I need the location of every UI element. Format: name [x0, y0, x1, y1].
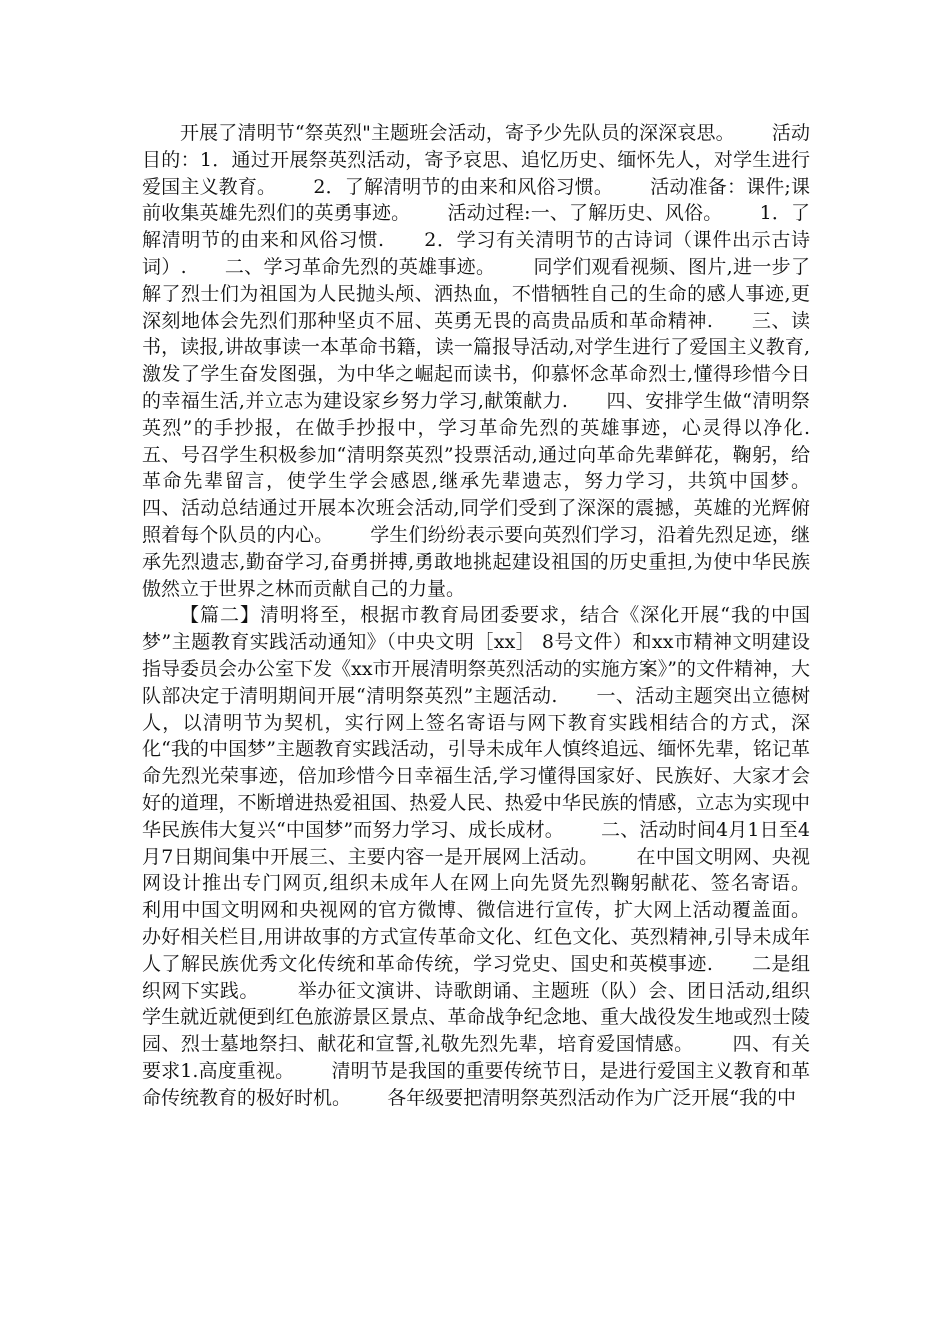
paragraph-part-two: 【篇二】清明将至，根据市教育局团委要求，结合《深化开展“我的中国梦”主题教育实践活动通知》（中央文明［xx］ 8号文件）和xx市精神文明建设指导委员会办公室下发《xx市开展清明祭英烈活动的实施方案》”的文件精神，大队部决定于清明期间开展“清明祭英烈”主题活动. 一、活动主题突出立德树人，以清明节为契机，实行网上签名寄语与网下教育实践相结合的方式，深化“我的中国梦”主题教育实践活动，引导未成年人慎终追远、缅怀先辈，铭记革命先烈光荣事迹，倍加珍惜今日幸福生活,学习懂得国家好、民族好、大家才会好的道理，不断增进热爱祖国、热爱人民、热爱中华民族的情感，立志为实现中华民族伟大复兴“中国梦”而努力学习、成长成材。 二、活动时间4月1日至4月7日期间集中开展三、主要内容一是开展网上活动。 在中国文明网、央视网设计推出专门网页,组织未成年人在网上向先贤先烈鞠躬献花、签名寄语。 利用中国文明网和央视网的官方微博、微信进行宣传，扩大网上活动覆盖面。 办好相关栏目,用讲故事的方式宣传革命文化、红色文化、英烈精神,引导未成年人了解民族优秀文化传统和革命传统，学习党史、国史和英模事迹. 二是组织网下实践。 举办征文演讲、诗歌朗诵、主题班（队）会、团日活动,组织学生就近就便到红色旅游景区景点、革命战争纪念地、重大战役发生地或烈士陵园、烈士墓地祭扫、献花和宣誓,礼敬先烈先辈，培育爱国情感。 四、有关要求1.高度重视。 清明节是我国的重要传统节日，是进行爱国主义教育和革命传统教育的极好时机。 各年级要把清明祭英烈活动作为广泛开展“我的中 — [142, 604, 847, 1109]
document-body — [142, 120, 847, 1111]
paragraph-part-one: 开展了清明节“祭英烈"主题班会活动，寄予少先队员的深深哀思。 活动目的：1．通过开展祭英烈活动，寄予哀思、追忆历史、缅怀先人，对学生进行爱国主义教育。 2．了解清明节的由来和风俗习惯。 活动准备：课件;课前收集英雄先烈们的英勇事迹。 活动过程:一、了解历史、风俗。 1．了解清明节的由来和风俗习惯. 2．学习有关清明节的古诗词（课件出示古诗词）. 二、学习革命先烈的英雄事迹。 同学们观看视频、图片,进一步了解了烈士们为祖国为人民抛头颅、洒热血，不惜牺牲自己的生命的感人事迹,更深刻地体会先烈们那种坚贞不屈、英勇无畏的高贵品质和革命精神. 三、读书，读报,讲故事读一本革命书籍，读一篇报导活动,对学生进行了爱国主义教育,激发了学生奋发图强，为中华之崛起而读书，仰慕怀念革命烈士,懂得珍惜今日的幸福生活,并立志为建设家乡努力学习,献策献力. 四、安排学生做“清明祭英烈”的手抄报，在做手抄报中，学习革命先烈的英雄事迹，心灵得以净化. 五、号召学生积极参加“清明祭英烈”投票活动,通过向革命先辈鲜花，鞠躬，给革命先辈留言，使学生学会感恩,继承先辈遗志，努力学习，共筑中国梦。 四、活动总结通过开展本次班会活动,同学们受到了深深的震撼，英雄的光辉俯照着每个队员的内心。 学生们纷纷表示要向英烈们学习，沿着先烈足迹，继承先烈遗志,勤奋学习,奋勇拼搏,勇敢地挑起建设祖国的历史重担,为使中华民族傲然立于世界之林而贡献自己的力量。 — [142, 122, 847, 600]
